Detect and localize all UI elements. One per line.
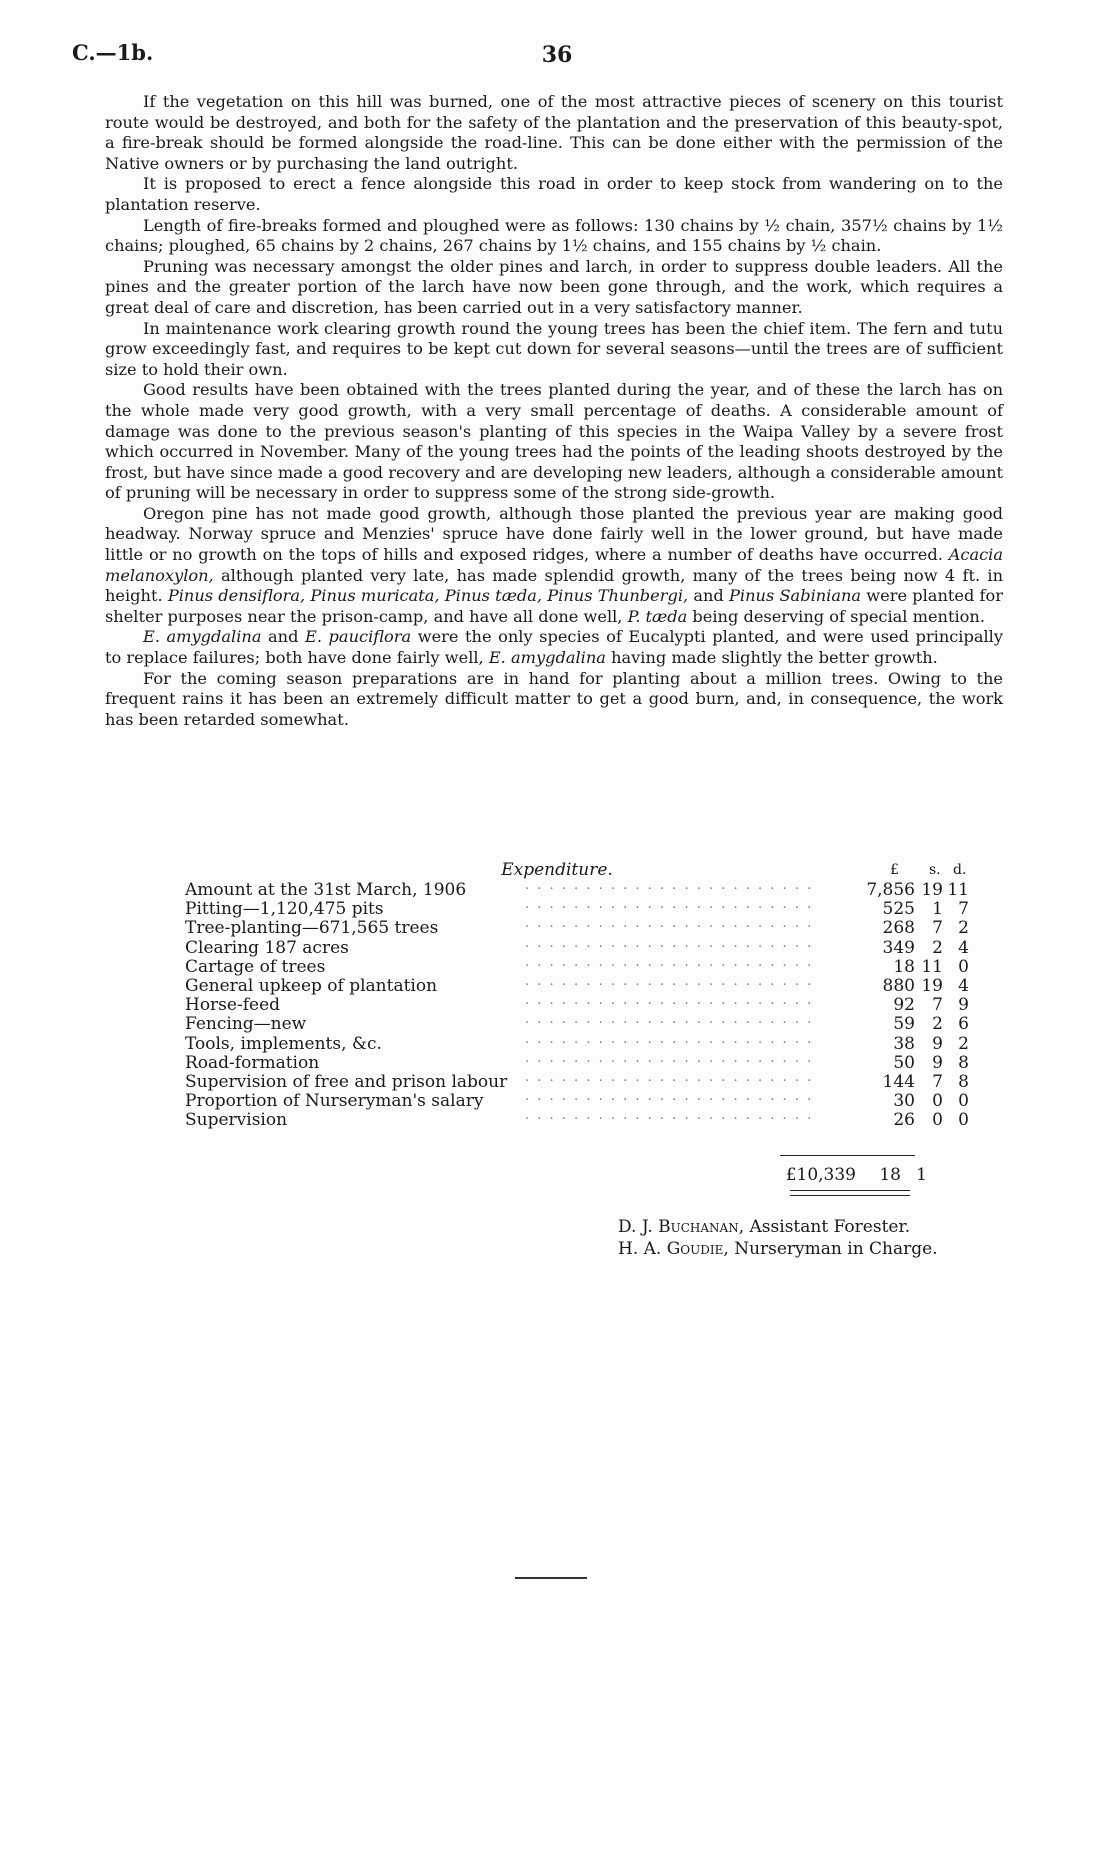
text-span: and: [693, 586, 724, 606]
amount-pounds: 26: [893, 1110, 915, 1131]
leader-dots: . . . . . . . . . . . . . . . . . . . . . . . .: [525, 1031, 814, 1047]
expenditure-item-label: Supervision of free and prison labour: [185, 1071, 508, 1092]
amount-pounds: 30: [893, 1091, 915, 1112]
leader-dots: . . . . . . . . . . . . . . . . . . . . . . . .: [525, 1069, 814, 1085]
amount-shillings: 19: [921, 880, 943, 900]
leader-dots: . . . . . . . . . . . . . . . . . . . . . . . .: [525, 1108, 814, 1124]
total-pounds: £10,339: [785, 1165, 856, 1185]
report-body: [105, 92, 1003, 730]
amount-shillings: 0: [932, 1110, 943, 1131]
expenditure-row: [185, 1108, 969, 1131]
amount-shillings: 2: [932, 1014, 943, 1035]
species-name: Pinus densiflora, Pinus muricata, Pinus tæda, Pinus Thunbergi,: [167, 586, 689, 606]
paragraph: [105, 504, 1003, 628]
amount-pence: 0: [958, 1091, 969, 1112]
amount-pounds: 144: [882, 1071, 915, 1092]
total-double-rule-top: [790, 1190, 910, 1191]
leader-dots: . . . . . . . . . . . . . . . . . . . . . . . .: [525, 993, 814, 1009]
amount-shillings: 19: [921, 975, 943, 996]
amount-pence: 8: [958, 1052, 969, 1073]
species-name: E. amygdalina: [143, 627, 262, 647]
signature-nurseryman: [618, 1239, 938, 1259]
paragraph: If the vegetation on this hill was burned, one of the most attractive pieces of scenery on this tourist route would be destroyed, and both for the safety of the plantation and the preservation of this beauty-spot, a fire-break should be formed alongside the road-line. This can be done either with the permission of the Native owners or by purchasing the land outright.: [105, 92, 1003, 173]
amount-pence: 4: [958, 937, 969, 958]
signatory-title: Nurseryman in Charge.: [734, 1239, 938, 1259]
report-reference: C.—1b.: [72, 40, 154, 65]
amount-pence: 0: [958, 1110, 969, 1131]
expenditure-item-label: Proportion of Nurseryman's salary: [185, 1091, 484, 1112]
total-shillings: 18: [879, 1165, 901, 1185]
page-number: 36: [541, 42, 573, 68]
amount-pence: 2: [958, 1033, 969, 1054]
text-span: Oregon pine has not made good growth, although those planted the previous year are making good headway. Norway spruce and Menzies' spruce have done fairly well in the lower ground, but have made little or no growth on the tops of hills and exposed ridges, where a number of deaths have occurred.: [105, 503, 1003, 565]
text-span: were the only species of Eucalypti planted, and were used principally to replace failures; both have done fairly well,: [105, 627, 1003, 668]
amount-pounds: 59: [893, 1014, 915, 1035]
paragraph: Good results have been obtained with the trees planted during the year, and of these the larch has on the whole made very good growth, with a very small percentage of deaths. A considerable amount of damage was done to the previous season's planting of this species in the Waipa Valley by a severe frost which occurred in November. Many of the young trees had the points of the leading shoots destroyed by the frost, but have since made a good recovery and are developing new leaders, although a considerable amount of pruning will be necessary in order to suppress some of the strong side-growth.: [105, 380, 1003, 503]
total-double-rule-bottom: [790, 1195, 910, 1196]
amount-shillings: 2: [932, 937, 943, 958]
expenditure-item-label: Clearing 187 acres: [185, 937, 349, 958]
subtotal-rule: [780, 1155, 915, 1156]
expenditure-item-label: Horse-feed: [185, 995, 281, 1016]
expenditure-item-label: Tree-planting—671,565 trees: [185, 918, 439, 939]
paragraph: For the coming season preparations are in hand for planting about a million trees. Owing to the frequent rains it has been an extremely difficult matter to get a good burn, and, in consequence, the work has been retarded somewhat.: [105, 668, 1003, 729]
amount-pence: 8: [958, 1071, 969, 1092]
amount-pence: 9: [958, 995, 969, 1016]
leader-dots: . . . . . . . . . . . . . . . . . . . . . . . .: [525, 878, 814, 893]
signatory-name: D. J. Buchanan,: [618, 1217, 745, 1237]
amount-pounds: 38: [893, 1033, 915, 1054]
paragraph: [105, 627, 1003, 668]
species-name: E. amygdalina: [488, 648, 606, 668]
leader-dots: . . . . . . . . . . . . . . . . . . . . . . . .: [525, 973, 814, 989]
amount-pounds: 880: [882, 975, 915, 996]
species-name: P. tæda: [627, 606, 688, 626]
pence-column-header: d.: [953, 862, 967, 878]
species-name: Pinus Sabiniana: [729, 586, 862, 606]
amount-pounds: 7,856: [866, 880, 915, 900]
amount-pounds: 50: [893, 1052, 915, 1073]
species-name: E. pauciflora: [305, 627, 412, 647]
amount-shillings: 7: [932, 918, 943, 939]
amount-pounds: 268: [882, 918, 915, 939]
pounds-column-header: £: [890, 862, 899, 878]
leader-dots: . . . . . . . . . . . . . . . . . . . . . . . .: [525, 1012, 814, 1028]
amount-pounds: 92: [893, 995, 915, 1016]
signature-assistant-forester: [618, 1217, 910, 1237]
amount-pence: 7: [958, 899, 969, 920]
expenditure-title: Expenditure.: [501, 860, 613, 880]
amount-shillings: 9: [932, 1033, 943, 1054]
amount-shillings: 11: [921, 956, 943, 977]
amount-shillings: 7: [932, 995, 943, 1016]
expenditure-item-label: General upkeep of plantation: [185, 975, 438, 996]
amount-pence: 2: [958, 918, 969, 939]
amount-pence: 11: [947, 880, 969, 900]
amount-shillings: 7: [932, 1071, 943, 1092]
amount-pounds: 525: [882, 899, 915, 920]
expenditure-item-label: Amount at the 31st March, 1906: [185, 880, 467, 900]
amount-shillings: 9: [932, 1052, 943, 1073]
closing-rule: [515, 1577, 587, 1579]
signatory-name: H. A. Goudie,: [618, 1239, 729, 1259]
amount-pounds: 18: [893, 956, 915, 977]
species-name: Acacia melanoxylon,: [105, 545, 1003, 585]
leader-dots: . . . . . . . . . . . . . . . . . . . . . . . .: [525, 1050, 814, 1066]
expenditure-table: [185, 878, 969, 1131]
text-span: having made slightly the better growth.: [611, 648, 938, 668]
expenditure-item-label: Tools, implements, &c.: [185, 1033, 382, 1054]
total-pence: 1: [916, 1165, 927, 1185]
expenditure-item-label: Pitting—1,120,475 pits: [185, 899, 384, 920]
expenditure-item-label: Cartage of trees: [185, 956, 326, 977]
expenditure-item-label: Supervision: [185, 1110, 288, 1131]
paragraph: Pruning was necessary amongst the older pines and larch, in order to suppress double leaders. All the pines and the greater portion of the larch have now been gone through, and the work, which requires a great deal of care and discretion, has been carried out in a very satisfactory manner.: [105, 256, 1003, 317]
amount-pence: 6: [958, 1014, 969, 1035]
text-span: were planted for shelter purposes near the prison-camp, and have all done well,: [105, 586, 1003, 626]
amount-shillings: 0: [932, 1091, 943, 1112]
text-span: although planted very late, has made splendid growth, many of the trees being now 4 ft. in height.: [105, 565, 1003, 606]
amount-pence: 0: [958, 956, 969, 977]
paragraph: It is proposed to erect a fence alongside this road in order to keep stock from wandering on to the plantation reserve.: [105, 174, 1003, 214]
signatory-title: Assistant Forester.: [749, 1217, 911, 1237]
amount-pounds: 349: [882, 937, 915, 958]
leader-dots: . . . . . . . . . . . . . . . . . . . . . . . .: [525, 897, 814, 913]
paragraph: Length of fire-breaks formed and ploughed were as follows: 130 chains by ½ chain, 357½ chains by 1½ chains; ploughed, 65 chains by 2 chains, 267 chains by 1½ chains, and 155 chains by ½ chain.: [105, 215, 1003, 256]
amount-pence: 4: [958, 975, 969, 996]
leader-dots: . . . . . . . . . . . . . . . . . . . . . . . .: [525, 935, 814, 951]
expenditure-item-label: Fencing—new: [185, 1014, 307, 1035]
leader-dots: . . . . . . . . . . . . . . . . . . . . . . . .: [525, 1089, 814, 1105]
amount-shillings: 1: [932, 899, 943, 920]
paragraph: In maintenance work clearing growth round the young trees has been the chief item. The fern and tutu grow exceedingly fast, and requires to be kept cut down for several seasons—until the trees are of sufficient size to hold their own.: [105, 318, 1003, 379]
shillings-column-header: s.: [929, 862, 941, 878]
text-span: being deserving of special mention.: [692, 606, 985, 626]
leader-dots: . . . . . . . . . . . . . . . . . . . . . . . .: [525, 954, 814, 970]
leader-dots: . . . . . . . . . . . . . . . . . . . . . . . .: [525, 916, 814, 932]
expenditure-item-label: Road-formation: [185, 1052, 320, 1073]
text-span: and: [268, 627, 299, 647]
